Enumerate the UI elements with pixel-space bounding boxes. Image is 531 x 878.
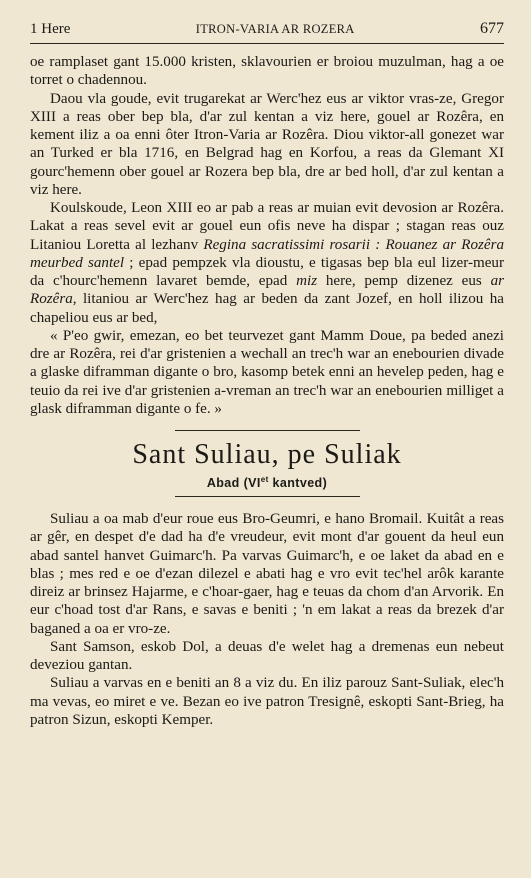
running-head	[30, 20, 504, 44]
subtitle-sup: et	[260, 475, 269, 484]
italic-run: miz	[296, 273, 318, 289]
divider	[175, 430, 360, 431]
paragraph: oe ramplaset gant 15.000 kristen, sklavourien er broiou muzulman, hag a oe torret o chadennou.	[30, 54, 504, 89]
section-subtitle	[30, 475, 504, 490]
section-rozera	[30, 53, 504, 418]
text-run: Koulskoude, Leon XIII eo ar pab a reas ar muian evit devosion ar Rozêra. Lakat a reas sevel evit ar gouel eun ofis neve ha dispar ; stagan reas ouz Litaniou Loretta al lezhanv	[30, 200, 504, 253]
section-suliau	[30, 510, 504, 729]
header-title: ITRON-VARIA AR ROZERA	[195, 22, 355, 36]
page-number: 677	[479, 20, 504, 37]
text-run: here, pemp dizenez eus	[317, 273, 491, 289]
italic-run: Regina sacratissimi rosarii : Rouanez ar Rozêra meurbed santel	[30, 236, 505, 271]
subtitle-text: kantved)	[268, 476, 328, 491]
italic-run: ar Rozêra	[30, 273, 504, 308]
text-run: ; epad pempzek vla dioustu, e tigasas bep bla eul lizer-meur da c'hourc'hemenn lavaret bemde, epad	[30, 254, 504, 289]
section-title: Sant Suliau, pe Suliak	[132, 439, 402, 470]
paragraph: Sant Samson, eskob Dol, a deuas d'e welet hag a dremenas eun nebeut deveziou gantan.	[30, 638, 504, 674]
paragraph: Suliau a oa mab d'eur roue eus Bro-Geumri, e hano Bromail. Kuitât a reas ar gêr, en despet d'e dad ha d'e vreudeur, evit mont d'ar gouent da heul eun abad santel hanvet Guimarc'h. Pa varvas Guimarc'h, e oe laket da abad en e blas ; mes red e oe d'ezan dilezel e abati hag e vro evit tec'hel arôk karante direiz ar brinsez Hajarme, e c'hoar-gaer, hag e teuas da chom d'an Arvorik. En eur c'hoad tost d'ar Rans, e savas e beniti ; 'n em lakat a reas da brezek d'ar baganed a oa er vro-ze.	[30, 511, 504, 637]
paragraph: Daou vla goude, evit trugarekat ar Werc'hez eus ar viktor vras-ze, Gregor XIII a reas ober bep bla, d'ar zul kentan a viz here, gouel ar Rozêra, en kement iliz a oa enni ôter Itron-Varia ar Rozêra. Diou viktor-all gonezet war an Turked er bla 1716, en Belgrad hag en Korfou, a reas da Glemant XI gourc'hemenn ober gouel ar Rozera bep bla, dre ar bed holl, d'ar zul kentan a viz here.	[30, 90, 504, 198]
paragraph: « P'eo gwir, emezan, eo bet teurvezet gant Mamm Doue, pa beded anezi dre ar Rozêra, rei d'ar gristenien a wechall an trec'h war an enebourien divade a glaske diframman digante o bro, kasomp betek enni an hevelep peden, hag e teuio da rei ive d'ar gristenien a-vreman an trec'h war an enebourien milliget a glask diframman digante o fe. »	[30, 327, 504, 417]
paragraph: Suliau a varvas en e beniti an 8 a viz du. En iliz parouz Sant-Suliak, elec'h ma vevas, eo miret e ve. Bezan eo ive patron Tresignê, eskopti Sant-Brieg, ha patron Sizun, eskopti Kemper.	[30, 675, 504, 728]
header-left: 1 Here	[30, 21, 71, 37]
text-run: , litaniou ar Werc'hez hag ar beden da zant Jozef, en holl ilizou ha chapeliou eus ar bed,	[30, 291, 504, 326]
subtitle-text: Abad (VI	[206, 476, 261, 491]
paragraph	[30, 199, 504, 327]
divider	[175, 496, 360, 497]
